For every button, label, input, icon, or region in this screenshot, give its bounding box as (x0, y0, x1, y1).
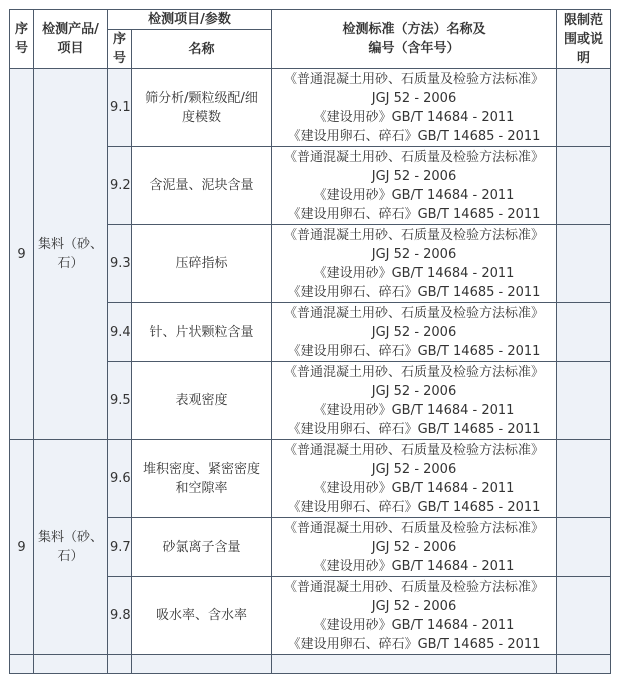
standard-line: 《普通混凝土用砂、石质量及检验方法标准》 (283, 305, 544, 321)
item-code: 9.2 (108, 147, 132, 225)
empty-row (10, 655, 611, 674)
item-name: 含泥量、泥块含量 (132, 147, 272, 225)
item-code: 9.8 (108, 577, 132, 655)
item-standards (272, 225, 557, 303)
item-limit (557, 518, 611, 577)
item-name: 针、片状颗粒含量 (132, 303, 272, 362)
item-standards (272, 518, 557, 577)
header-param-name: 名称 (132, 30, 272, 69)
item-name: 砂氯离子含量 (132, 518, 272, 577)
item-standards (272, 577, 557, 655)
standard-line: JGJ 52 - 2006 (371, 324, 457, 340)
standard-line: 《建设用卵石、碎石》GB/T 14685 - 2011 (287, 206, 541, 222)
empty-cell (108, 655, 132, 674)
item-name: 压碎指标 (132, 225, 272, 303)
standard-line: 《建设用卵石、碎石》GB/T 14685 - 2011 (287, 284, 541, 300)
item-code: 9.7 (108, 518, 132, 577)
standard-line: JGJ 52 - 2006 (371, 383, 457, 399)
item-limit (557, 147, 611, 225)
item-standards (272, 147, 557, 225)
table-row (10, 69, 611, 147)
item-name: 吸水率、含水率 (132, 577, 272, 655)
standard-line: 《建设用砂》GB/T 14684 - 2011 (313, 480, 515, 496)
standard-line: JGJ 52 - 2006 (371, 598, 457, 614)
standards-table (9, 9, 611, 674)
empty-cell (272, 655, 557, 674)
header-param-seq: 序号 (108, 30, 132, 69)
standard-line: JGJ 52 - 2006 (371, 461, 457, 477)
standard-line: 《建设用卵石、碎石》GB/T 14685 - 2011 (287, 636, 541, 652)
table-row (10, 440, 611, 518)
group-seq: 9 (10, 69, 34, 440)
standard-line: JGJ 52 - 2006 (371, 168, 457, 184)
standard-line: 《普通混凝土用砂、石质量及检验方法标准》 (283, 364, 544, 380)
standard-line: 《建设用砂》GB/T 14684 - 2011 (313, 265, 515, 281)
header-limit: 限制范围或说明 (557, 10, 611, 69)
item-code: 9.1 (108, 69, 132, 147)
item-name: 筛分析/颗粒级配/细度模数 (132, 69, 272, 147)
standard-line: 《建设用砂》GB/T 14684 - 2011 (313, 187, 515, 203)
item-standards (272, 303, 557, 362)
item-code: 9.3 (108, 225, 132, 303)
standard-line: 《普通混凝土用砂、石质量及检验方法标准》 (283, 149, 544, 165)
standard-line: JGJ 52 - 2006 (371, 539, 457, 555)
table-body (10, 69, 611, 674)
item-limit (557, 225, 611, 303)
empty-cell (557, 655, 611, 674)
standard-line: 《普通混凝土用砂、石质量及检验方法标准》 (283, 520, 544, 536)
empty-cell (132, 655, 272, 674)
standard-line: 《建设用卵石、碎石》GB/T 14685 - 2011 (287, 343, 541, 359)
standard-line: 《建设用砂》GB/T 14684 - 2011 (313, 402, 515, 418)
header-product: 检测产品/项目 (34, 10, 108, 69)
header-seq: 序号 (10, 10, 34, 69)
standard-line: 《普通混凝土用砂、石质量及检验方法标准》 (283, 227, 544, 243)
item-standards (272, 362, 557, 440)
empty-cell (34, 655, 108, 674)
standard-line: 《普通混凝土用砂、石质量及检验方法标准》 (283, 71, 544, 87)
standard-line: JGJ 52 - 2006 (371, 246, 457, 262)
header-params: 检测项目/参数 (108, 10, 272, 30)
item-limit (557, 362, 611, 440)
group-product: 集料（砂、石） (34, 69, 108, 440)
item-code: 9.6 (108, 440, 132, 518)
item-limit (557, 440, 611, 518)
standard-line: 《建设用砂》GB/T 14684 - 2011 (313, 617, 515, 633)
item-standards (272, 440, 557, 518)
standard-line: 《普通混凝土用砂、石质量及检验方法标准》 (283, 442, 544, 458)
item-limit (557, 303, 611, 362)
group-seq: 9 (10, 440, 34, 655)
item-standards (272, 69, 557, 147)
standard-line: 《建设用卵石、碎石》GB/T 14685 - 2011 (287, 421, 541, 437)
item-limit (557, 577, 611, 655)
empty-cell (10, 655, 34, 674)
item-limit (557, 69, 611, 147)
header-standard: 检测标准（方法）名称及编号（含年号） (272, 10, 557, 69)
standards-table-container (9, 9, 611, 674)
item-code: 9.5 (108, 362, 132, 440)
standard-line: 《建设用卵石、碎石》GB/T 14685 - 2011 (287, 499, 541, 515)
standard-line: 《建设用卵石、碎石》GB/T 14685 - 2011 (287, 128, 541, 144)
standard-line: 《建设用砂》GB/T 14684 - 2011 (313, 558, 515, 574)
group-product: 集料（砂、石） (34, 440, 108, 655)
item-name: 表观密度 (132, 362, 272, 440)
standard-line: 《普通混凝土用砂、石质量及检验方法标准》 (283, 579, 544, 595)
item-name: 堆积密度、紧密密度和空隙率 (132, 440, 272, 518)
standard-line: 《建设用砂》GB/T 14684 - 2011 (313, 109, 515, 125)
standard-line: JGJ 52 - 2006 (371, 90, 457, 106)
item-code: 9.4 (108, 303, 132, 362)
